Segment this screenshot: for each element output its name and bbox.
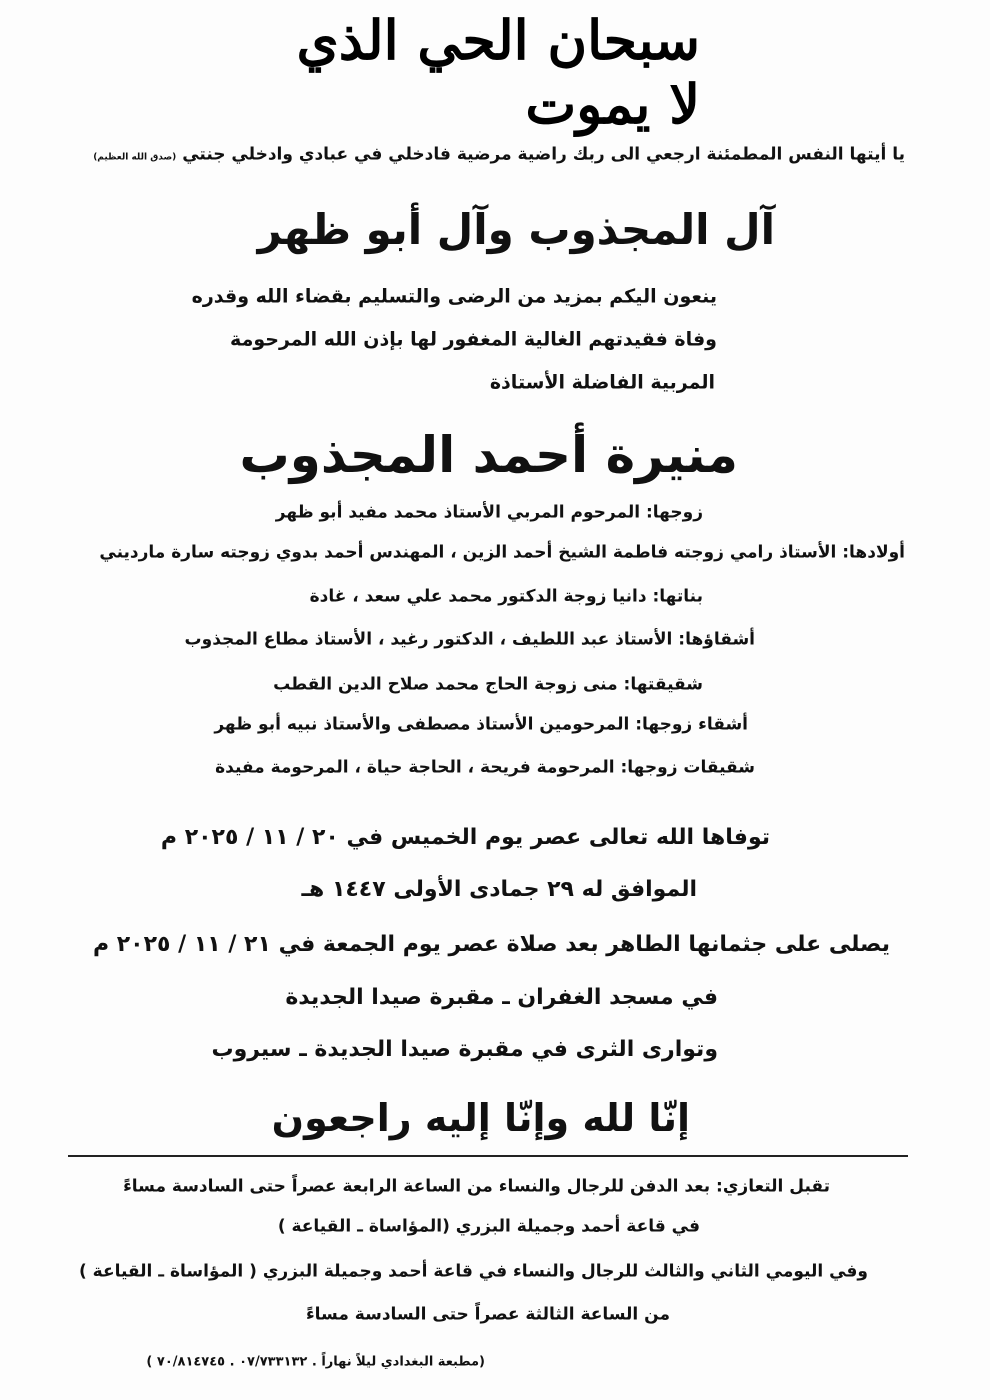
funeral-prayer: يصلى على جثمانها الطاهر بعد صلاة عصر يوم الجمعة في ٢١ / ١١ / ٢٠٢٥ م (92, 932, 890, 957)
calligraphy-header: سبحان الحي الذي لا يموت (296, 8, 700, 136)
printer-credit: (مطبعة البغدادي ليلاً نهاراً . ٠٧/٧٣٣١٣٢ . ٧٠/٨١٤٧٤٥ ) (146, 1354, 485, 1370)
death-date: توفاها الله تعالى عصر يوم الخميس في ٢٠ / ١١ / ٢٠٢٥ م (160, 825, 770, 850)
hijri-date: الموافق له ٢٩ جمادى الأولى ١٤٤٧ هـ (301, 877, 697, 902)
deceased-name: منيرة أحمد المجذوب (239, 426, 738, 484)
verse-source: (صدق الله العظيم) (93, 152, 177, 163)
closing-verse: إنّا لله وإنّا إليه راجعون (271, 1096, 690, 1140)
intro-line: ينعون اليكم بمزيد من الرضى والتسليم بقضاء الله وقدره (191, 285, 717, 308)
relatives-line: أولادها: الأستاذ رامي زوجته فاطمة الشيخ أحمد الزين ، المهندس أحمد بدوي زوجته سارة مارديني (99, 542, 905, 563)
condolence-line: وفي اليومي الثاني والثالث للرجال والنساء في قاعة أحمد وجميلة البزري ( المؤاساة ـ القياعة ) (78, 1261, 868, 1282)
family-title: آل المجذوب وآل أبو ظهر (257, 205, 775, 254)
condolence-line: تقبل التعازي: بعد الدفن للرجال والنساء من الساعة الرابعة عصراً حتى السادسة مساءً (123, 1176, 830, 1197)
relatives-line: شقيقتها: منى زوجة الحاج محمد صلاح الدين القطب (273, 674, 703, 695)
relatives-line: أشقاء زوجها: المرحومين الأستاذ مصطفى والأستاذ نبيه أبو ظهر (214, 714, 748, 735)
condolence-line: في قاعة أحمد وجميلة البزري (المؤاساة ـ القياعة ) (277, 1216, 700, 1237)
relatives-line: زوجها: المرحوم المربي الأستاذ محمد مفيد أبو ظهر (275, 502, 703, 523)
condolence-line: من الساعة الثالثة عصراً حتى السادسة مساءً (305, 1304, 670, 1325)
intro-line: المربية الفاضلة الأستاذة (489, 371, 715, 394)
mosque: في مسجد الغفران ـ مقبرة صيدا الجديدة (285, 985, 718, 1010)
divider (68, 1155, 908, 1157)
verse-text: يا أيتها النفس المطمئنة ارجعي الى ربك راضية مرضية فادخلي في عبادي وادخلي جنتي (182, 144, 905, 165)
intro-line: وفاة فقيدتهم الغالية المغفور لها بإذن الله المرحومة (230, 328, 717, 351)
relatives-line: شقيقات زوجها: المرحومة فريحة ، الحاجة حياة ، المرحومة مفيدة (215, 757, 755, 778)
relatives-line: أشقاؤها: الأستاذ عبد اللطيف ، الدكتور رغيد ، الأستاذ مطاع المجذوب (184, 629, 755, 650)
relatives-line: بناتها: دانيا زوجة الدكتور محمد علي سعد ، غادة (309, 586, 703, 607)
quran-verse (93, 144, 905, 165)
burial: وتوارى الثرى في مقبرة صيدا الجديدة ـ سيروب (211, 1037, 718, 1062)
